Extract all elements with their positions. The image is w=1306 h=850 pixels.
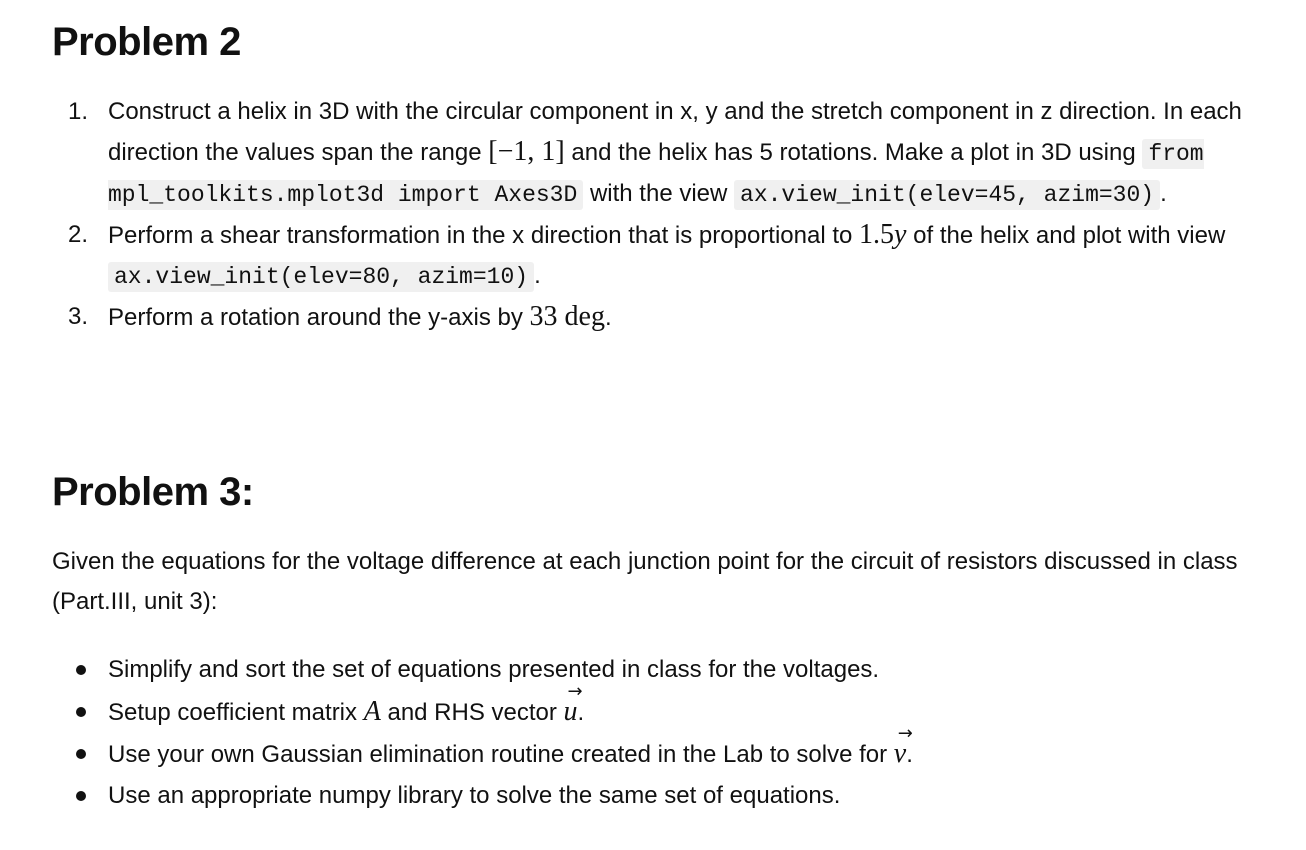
bullet-icon xyxy=(76,665,86,675)
task-item-3 xyxy=(52,297,1282,338)
task-text: Construct a helix in 3D with the circular component in x, y and the stretch component in z direction. In each direction the values span the range xyxy=(108,98,1242,166)
range-math: [−1, 1] xyxy=(488,136,565,167)
bullet-text: Use an appropriate numpy library to solve the same set of equations. xyxy=(108,782,841,809)
task-number: 1. xyxy=(68,98,89,125)
view-init-code: ax.view_init(elev=45, azim=30) xyxy=(734,180,1160,210)
task-number: 2. xyxy=(68,221,89,248)
task-number: 3. xyxy=(68,303,89,330)
task-text: and the helix has 5 rotations. Make a plot in 3D using xyxy=(564,139,1143,166)
bullet-icon xyxy=(76,707,86,717)
problem-3-bullet-list xyxy=(52,650,1282,818)
vector-arrow-icon: → xyxy=(567,681,583,702)
task-text: . xyxy=(1160,180,1167,207)
bullet-text: Simplify and sort the set of equations presented in class for the voltages. xyxy=(108,656,880,683)
vector-v-math: → v xyxy=(894,734,906,774)
vector-u-math: → u xyxy=(564,692,578,732)
vector-arrow-icon: → xyxy=(897,723,913,744)
shear-factor-math: 1.5y xyxy=(859,219,907,250)
problem-3-title: Problem 3: xyxy=(52,470,254,514)
task-text: of the helix and plot with view xyxy=(906,222,1226,249)
bullet-icon xyxy=(76,791,86,801)
bullet-item-3 xyxy=(52,723,1282,776)
angle-math: 33 deg xyxy=(529,301,605,332)
bullet-icon xyxy=(76,749,86,759)
bullet-item-2 xyxy=(52,681,1282,734)
bullet-text: Use your own Gaussian elimination routine created in the Lab to solve for xyxy=(108,741,894,768)
task-item-2 xyxy=(52,215,1282,297)
bullet-text: . xyxy=(577,699,585,726)
bullet-item-4 xyxy=(52,776,1282,818)
problem-3-intro: Given the equations for the voltage difference at each junction point for the circuit of resistors discussed in class (Part.III, unit 3): xyxy=(52,548,1238,615)
problem-2-title: Problem 2 xyxy=(52,20,241,64)
task-text: Perform a shear transformation in the x direction that is proportional to xyxy=(108,222,860,249)
task-text: . xyxy=(604,304,612,331)
task-text: . xyxy=(534,262,541,289)
import-code: from mpl_toolkits.mplot3d import Axes3D xyxy=(108,141,1204,208)
problem-2-task-list xyxy=(52,92,1282,338)
task-text: with the view xyxy=(583,180,735,207)
bullet-text: and RHS vector xyxy=(380,699,564,726)
task-text: Perform a rotation around the y-axis by xyxy=(108,304,530,331)
matrix-a-math: A xyxy=(363,696,381,727)
bullet-text: . xyxy=(906,741,913,768)
view-init-code: ax.view_init(elev=80, azim=10) xyxy=(108,262,534,292)
bullet-item-1 xyxy=(52,650,1282,692)
task-item-1 xyxy=(52,92,1282,215)
bullet-text: Setup coefficient matrix xyxy=(108,699,364,726)
